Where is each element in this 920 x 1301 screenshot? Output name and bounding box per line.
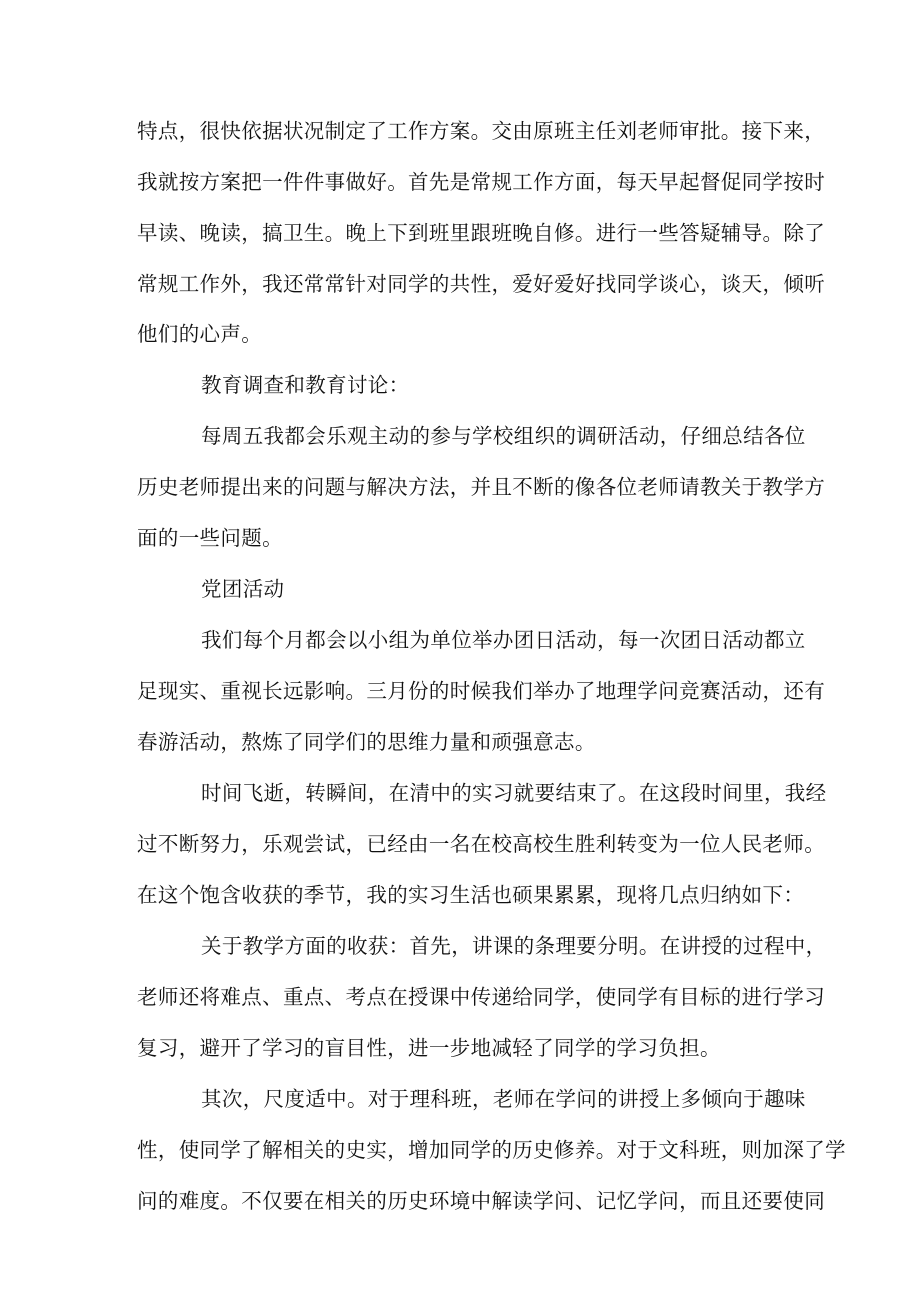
text-line: 常规工作外，我还常常针对同学的共性，爱好爱好找同学谈心，谈天，倾听 (137, 272, 826, 296)
text-line: 问的难度。不仅要在相关的历史环境中解读学问、记忆学问，而且还要使同 (137, 1189, 826, 1213)
text-line: 我就按方案把一件件事做好。首先是常规工作方面，每天早起督促同学按时 (137, 170, 826, 194)
text-line: 他们的心声。 (137, 322, 263, 346)
text-line: 历史老师提出来的问题与解决方法，并且不断的像各位老师请教关于教学方 (137, 475, 826, 499)
text-line: 老师还将难点、重点、考点在授课中传递给同学，使同学有目标的进行学习 (137, 985, 826, 1009)
text-line: 足现实、重视长远影响。三月份的时候我们举办了地理学问竞赛活动，还有 (137, 679, 826, 703)
text-line: 过不断努力，乐观尝试，已经由一名在校高校生胜利转变为一位人民老师。 (137, 832, 826, 856)
section-heading: 教育调查和教育讨论： (201, 373, 410, 397)
text-line: 其次，尺度适中。对于理科班，老师在学问的讲授上多倾向于趣味 (201, 1087, 806, 1111)
text-line: 关于教学方面的收获：首先，讲课的条理要分明。在讲授的过程中， (201, 934, 827, 958)
text-line: 性，使同学了解相关的史实，增加同学的历史修养。对于文科班，则加深了学 (137, 1138, 846, 1162)
text-line: 我们每个月都会以小组为单位举办团日活动，每一次团日活动都立 (201, 628, 806, 652)
text-line: 特点，很快依据状况制定了工作方案。交由原班主任刘老师审批。接下来， (137, 119, 826, 143)
section-heading: 党团活动 (201, 577, 285, 601)
text-line: 每周五我都会乐观主动的参与学校组织的调研活动，仔细总结各位 (201, 424, 806, 448)
text-line: 早读、晚读，搞卫生。晚上下到班里跟班晚自修。进行一些答疑辅导。除了 (137, 221, 826, 245)
text-line: 在这个饱含收获的季节，我的实习生活也硕果累累，现将几点归纳如下： (137, 883, 805, 907)
text-line: 复习，避开了学习的盲目性，进一步地减轻了同学的学习负担。 (137, 1036, 721, 1060)
text-line: 面的一些问题。 (137, 526, 283, 550)
text-line: 春游活动，熬炼了同学们的思维力量和顽强意志。 (137, 730, 596, 754)
text-line: 时间飞逝，转瞬间，在清中的实习就要结束了。在这段时间里，我经 (201, 781, 827, 805)
